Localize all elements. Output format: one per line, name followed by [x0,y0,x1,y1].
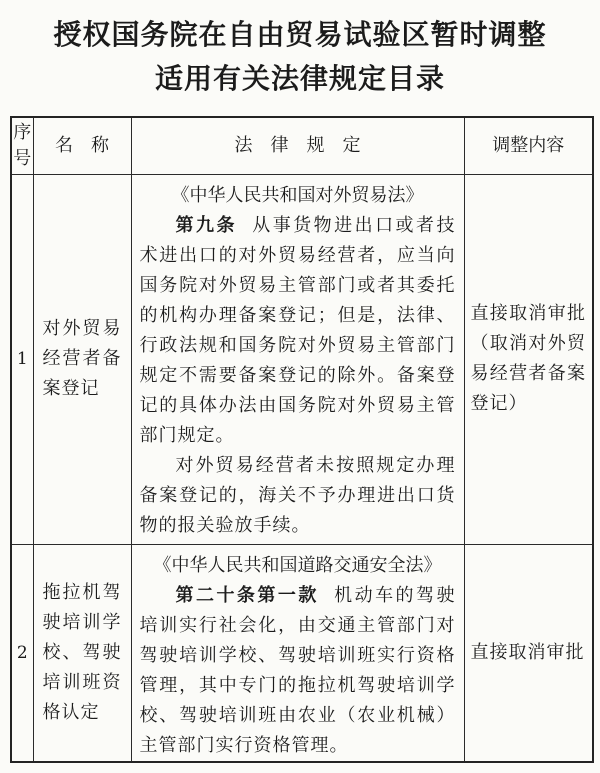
header-name: 名 称 [33,117,131,174]
row1-adjustment: 直接取消审批（取消对外贸易经营者备案登记） [464,174,593,544]
row1-law-title: 《中华人民共和国对外贸易法》 [171,184,424,206]
row2-law-title: 《中华人民共和国道路交通安全法》 [153,554,442,576]
document-title [0,0,600,101]
row2-adjustment: 直接取消审批 [464,544,593,762]
document-title-line2: 适用有关法律规定目录 [154,62,445,95]
header-law: 法 律 规 定 [131,117,464,174]
table-row [11,544,593,762]
row1-law-provision [131,174,464,544]
header-row [11,117,593,174]
row2-law-provision [131,544,464,762]
law-catalog-table [10,116,594,763]
row1-index: 1 [11,174,33,544]
row2-law-paragraph-1 [140,581,456,761]
row1-law-paragraph-2 [140,451,456,541]
row2-law-paragraph-1-text: 机动车的驾驶培训实行社会化，由交通主管部门对驾驶培训学校、驾驶培训班实行资格管理，其中专门的拖拉机驾驶培训学校、驾驶培训班由农业（农业机械）主管部门实行资格管理。 [139,584,456,756]
header-index: 序号 [11,117,33,174]
header-adjustment: 调整内容 [464,117,593,174]
document-title-line1: 授权国务院在自由贸易试验区暂时调整 [53,18,547,51]
row1-name: 对外贸易经营者备案登记 [33,174,131,544]
row1-law-paragraph-1 [140,211,456,451]
row2-law-article-number: 第二十条第一款 [175,584,319,606]
table-header [11,117,593,174]
row2-index: 2 [11,544,33,762]
row1-law-paragraph-2-text: 对外贸易经营者未按照规定办理备案登记的，海关不予办理进出口货物的报关验放手续。 [139,454,456,536]
table-row [11,174,593,544]
row2-name: 拖拉机驾驶培训学校、驾驶培训班资格认定 [33,544,131,762]
row1-law-paragraph-1-text: 从事货物进出口或者技术进出口的对外贸易经营者，应当向国务院对外贸易主管部门或者其委托的机构办理备案登记；但是，法律、行政法规和国务院对外贸易主管部门规定不需要备案登记的除外。备案登记的具体办法由国务院对外贸易主管部门规定。 [139,214,456,446]
row1-law-article-number: 第九条 [175,214,237,236]
